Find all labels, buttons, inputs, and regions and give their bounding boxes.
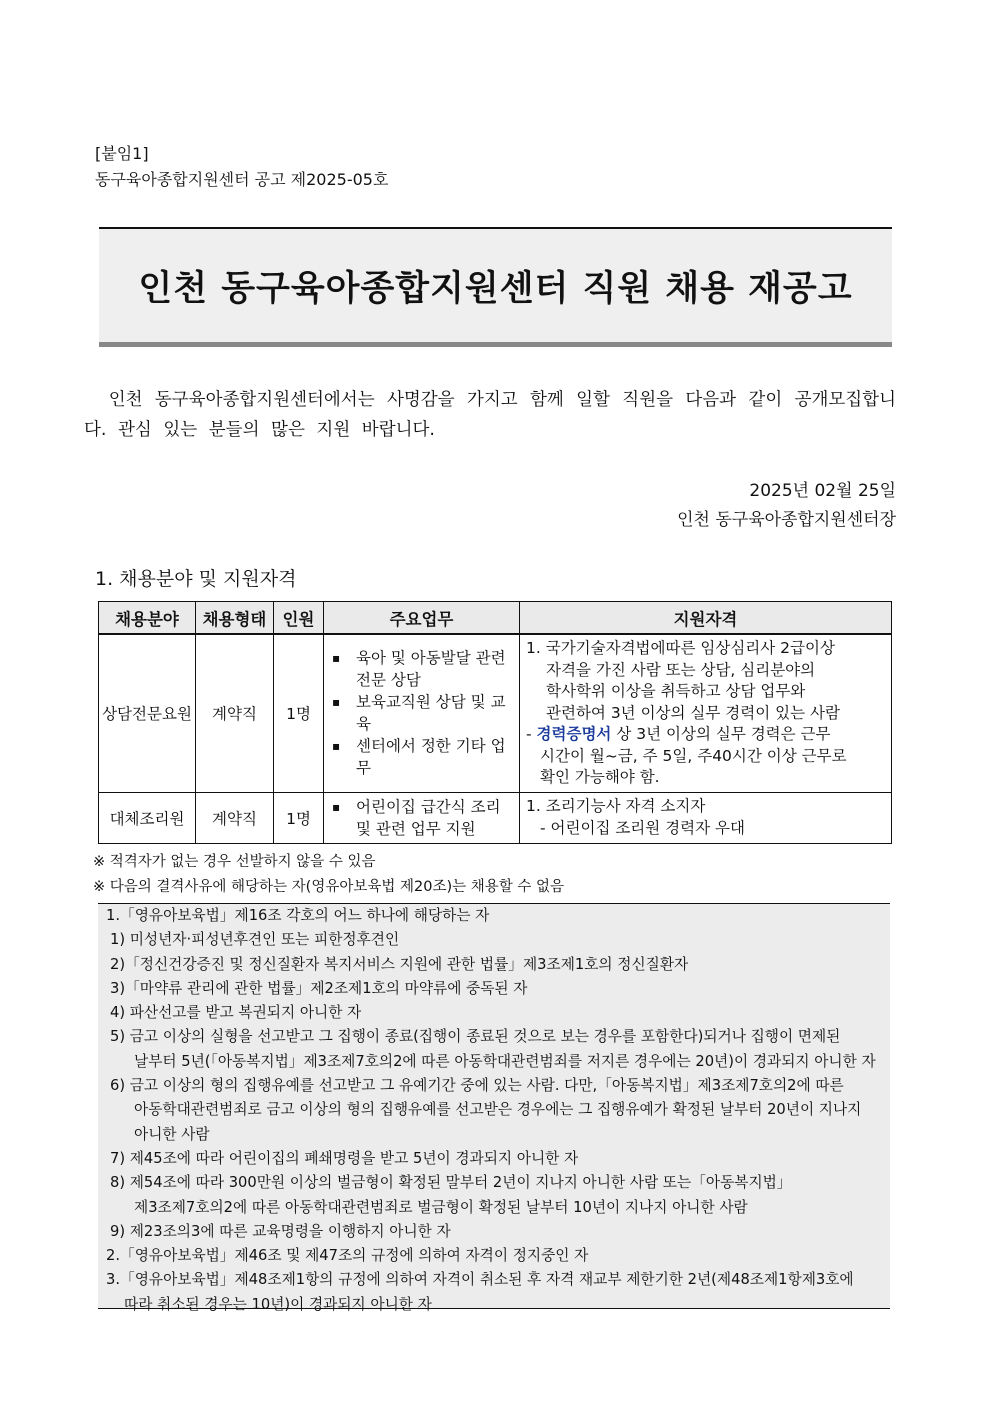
qual-line: 1. 조리기능사 자격 소지자: [526, 797, 706, 815]
disq-line: 2.「영유아보육법」제46조 및 제47조의 규정에 의하여 자격이 정지중인 자: [106, 1247, 589, 1265]
table-row: [99, 792, 892, 843]
table-row: [99, 634, 892, 792]
disq-line: 3.「영유아보육법」제48조제1항의 규정에 의하여 자격이 취소된 후 자격 재교부 제한기한 2년(제48조제1항제3호에: [106, 1271, 854, 1289]
th-qualifications: 지원자격: [520, 602, 892, 635]
qual-line: 1. 국가기술자격법에따른 임상심리사 2급이상: [526, 639, 835, 657]
disq-line: 1.「영유아보육법」제16조 각호의 어느 하나에 해당하는 자: [106, 907, 490, 924]
qual-line: 시간이 월~금, 주 5일, 주40시간 이상 근무로: [540, 746, 847, 765]
page-title: 인천 동구육아종합지원센터 직원 채용 재공고: [138, 268, 853, 309]
notice-number: 동구육아종합지원센터 공고 제2025-05호: [95, 170, 389, 189]
duty-item: ▪ 보육교직원 상담 및 교육: [330, 691, 515, 735]
qual-line: 자격을 가진 사람 또는 상담, 심리분야의: [546, 660, 816, 679]
note-line: ※ 다음의 결격사유에 해당하는 자(영유아보육법 제20조)는 채용할 수 없음: [93, 879, 564, 895]
qual-line: 관련하여 3년 이상의 실무 경력이 있는 사람: [546, 703, 840, 722]
th-type: 채용형태: [196, 602, 274, 635]
disq-line: 날부터 5년(「아동복지법」제3조제7호의2에 따른 아동학대관련범죄를 저지른 경우에는 20년)이 경과되지 아니한 자: [134, 1052, 876, 1070]
issuer: 인천 동구육아종합지원센터장: [677, 510, 896, 530]
disq-line: 아동학대관련범죄로 금고 이상의 형의 집행유예를 선고받은 경우에는 그 집행유예가 확정된 날부터 20년이 지나지: [134, 1101, 862, 1119]
disq-line: 아니한 사람: [134, 1125, 210, 1143]
disq-line: 8) 제54조에 따라 300만원 이상의 벌금형이 확정된 말부터 2년이 지나지 아니한 사람 또는「아동복지법」: [110, 1174, 792, 1192]
disqualification-box: [98, 903, 890, 1313]
duty-item: ▪ 센터에서 정한 기타 업무: [330, 735, 515, 779]
disq-line: 1) 미성년자·피성년후견인 또는 피한정후견인: [110, 931, 400, 949]
disq-line: 제3조제7호의2에 따른 아동학대관련범죄로 벌금형이 확정된 날부터 10년이 지나지 아니한 사람: [134, 1198, 748, 1216]
qual-highlight: 경력증명서: [536, 725, 612, 743]
qual-line: 학사학위 이상을 취득하고 상담 업무와: [546, 682, 806, 700]
cell-count: 1명: [274, 634, 324, 792]
th-field: 채용분야: [99, 602, 196, 635]
attachment-label: [붙임1]: [95, 144, 149, 163]
table-header-row: [99, 602, 892, 635]
disq-line: 2)「정신건강증진 및 정신질환자 복지서비스 지원에 관한 법률」제3조제1호의 정신질환자: [110, 955, 689, 973]
cell-duties: [324, 634, 520, 792]
cell-count: 1명: [274, 792, 324, 843]
cell-type: 계약직: [196, 634, 274, 792]
cell-qualifications: [520, 792, 892, 843]
intro-text: 인천 동구육아종합지원센터에서는 사명감을 가지고 함께 일할 직원을 다음과 같이 공개모집합니다. 관심 있는 분들의 많은 지원 바랍니다.: [84, 390, 896, 440]
recruit-table: [98, 601, 892, 844]
disq-line: 6) 금고 이상의 형의 집행유예를 선고받고 그 유예기간 중에 있는 사람. 다만,「아동복지법」제3조제7호의2에 따른: [110, 1077, 844, 1095]
cell-duties: [324, 792, 520, 843]
cell-qualifications: [520, 634, 892, 792]
note-line: ※ 적격자가 없는 경우 선발하지 않을 수 있음: [93, 854, 376, 870]
disq-line: 7) 제45조에 따라 어린이집의 폐쇄명령을 받고 5년이 경과되지 아니한 자: [110, 1149, 579, 1167]
qual-line: 확인 가능해야 함.: [540, 768, 660, 786]
cell-field: 상담전문요원: [99, 634, 196, 792]
intro-paragraph: [84, 385, 896, 445]
cell-field: 대체조리원: [99, 792, 196, 843]
disq-line: 5) 금고 이상의 실형을 선고받고 그 집행이 종료(집행이 종료된 것으로 보는 경우를 포함한다)되거나 집행이 면제된: [110, 1028, 841, 1046]
disq-line: 9) 제23조의3에 따른 교육명령을 이행하지 아니한 자: [110, 1222, 451, 1240]
qual-line: [526, 724, 887, 746]
disq-line: 따라 취소된 경우는 10년)이 경과되지 아니한 자: [124, 1295, 432, 1313]
duty-item: ▪ 어린이집 급간식 조리 및 관련 업무 지원: [330, 796, 515, 840]
disq-line: 4) 파산선고를 받고 복권되지 아니한 자: [110, 1004, 362, 1022]
notice-date: 2025년 02월 25일: [749, 481, 896, 501]
duty-item: ▪ 육아 및 아동발달 관련 전문 상담: [330, 647, 515, 691]
qual-after: 상 3년 이상의 실무 경력은 근무: [611, 725, 831, 743]
section-heading: 1. 채용분야 및 지원자격: [95, 568, 297, 590]
cell-type: 계약직: [196, 792, 274, 843]
disq-line: 3)「마약류 관리에 관한 법률」제2조제1호의 마약류에 중독된 자: [110, 979, 528, 997]
qual-dash: -: [526, 725, 537, 743]
th-count: 인원: [274, 602, 324, 635]
title-box: [99, 227, 892, 347]
qual-line: - 어린이집 조리원 경력자 우대: [540, 818, 745, 837]
th-duties: 주요업무: [324, 602, 520, 635]
